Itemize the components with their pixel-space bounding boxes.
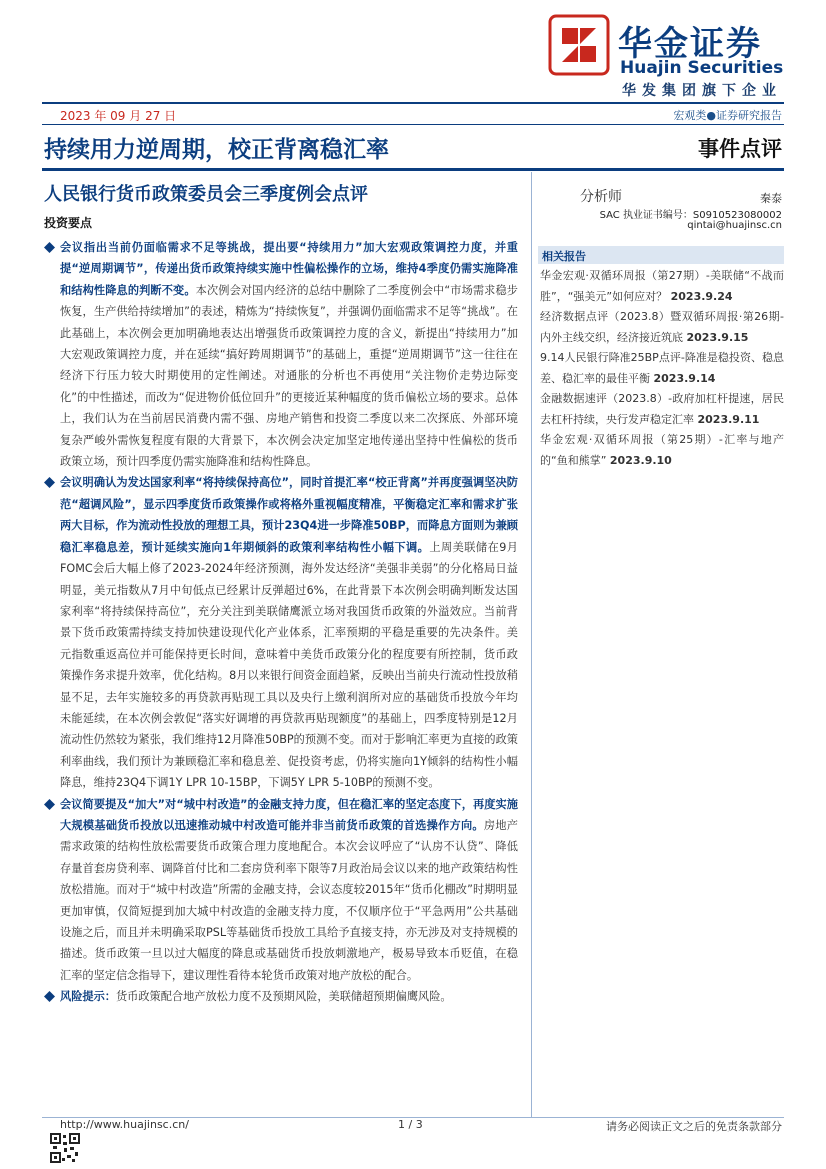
key-point-lead: 会议简要提及“加大”对“城中村改造”的金融支持力度，但在稳汇率的坚定态度下，再度实施大规模基础货币投放以迅速推动城中村改造可能并非当前货币政策的首选操作方向。 — [60, 797, 518, 832]
key-points-title: 投资要点 — [44, 216, 93, 230]
company-logo — [548, 14, 784, 80]
key-points-section — [44, 214, 518, 1008]
report-type: 事件点评 — [698, 137, 782, 161]
key-point-body: 上周美联储在9月FOMC会后大幅上修了2023-2024年经济预测，海外发达经济“美强非美弱”的分化格局日益明显，美元指数从7月中旬低点已经累计反弹超过6%，在此背景下本次例会明确判断发达国家利率“将持续保持高位”，充分关注到美联储鹰派立场对我国货币政策的外溢效应。当前背景下货币政策需持续支持加快建设现代化产业体系，汇率预期的平稳是重要的先决条件。美元指数重返高位并可能保持更长时间，意味着中美货币政策分化的程度要有所控制，货币政策操作务求提升效率，优化结构。8月以来银行间资金面趋紧，反映出当前央行流动性投放稍显不足，去年实施较多的再贷款再贴现工具以及央行上缴利润所对应的基础货币投放今年均未能延续，在本次例会敦促“落实好调增的再贷款再贴现额度”的基础上，四季度特别是12月流动性仍然较为紧张，我们维持12月降准50BP的预测不变。而对于影响汇率更为直接的政策利率曲线，我们预计为兼顾稳汇率和稳息差、促投资考虑，仍将实施向1Y倾斜的结构性小幅降息，维持23Q4下调1Y LPR 10-15BP，下调5Y LPR 5-10BP的预测不变。 — [60, 540, 518, 790]
related-report-link[interactable]: 华金宏观·双循环周报（第27期）-美联储“不战而胜”，“强美元”如何应对？ — [540, 269, 784, 303]
diamond-bullet-icon — [44, 477, 55, 488]
qr-code-icon — [50, 1133, 80, 1163]
huajin-logo-mark-icon — [548, 14, 610, 76]
key-point-lead: 会议明确认为发达国家利率“将持续保持高位”，同时首提汇率“校正背离”并再度强调坚决防范“超调风险”，显示四季度货币政策操作或将格外重视幅度精准，平衡稳定汇率和需求扩张两大目标，作为流动性投放的理想工具，预计23Q4进一步降准50BP，而降息方面则为兼顾稳汇率稳息差，预计延续实施向1年期倾斜的政策利率结构性小幅下调。 — [60, 476, 518, 554]
key-point-lead: 会议指出当前仍面临需求不足等挑战，提出要“持续用力”加大宏观政策调控力度，并重提“逆周期调节”，传递出货币政策持续实施中性偏松操作的立场，维持4季度仍需实施降准和结构性降息的判断不变。 — [60, 241, 518, 297]
related-reports-title: 相关报告 — [542, 250, 586, 263]
related-report-link[interactable]: 华金宏观·双循环周报（第25期）-汇率与地产的“鱼和熊掌” — [540, 433, 784, 467]
related-report-item[interactable] — [540, 430, 784, 471]
report-date: 2023 年 09 月 27 日 — [60, 109, 177, 123]
analyst-name: 秦泰 — [760, 192, 782, 205]
key-point-body: 房地产需求政策的结构性放松需要货币政策合理力度地配合。本次会议呼应了“认房不认贷”、降低存量首套房贷利率、调降首付比和二套房贷利率下限等7月政治局会议以来的地产政策结构性放松措施。而对于“城中村改造”所需的金融支持，会议态度较2015年“货币化棚改”时期明显更加审慎，仅简短提到加大城中村改造的金融支持力度，不仅顺序位于“平急两用”公共基础设施之后，而且并未明确采取PSL等基础货币投放工具给予直接支持，亦无涉及对支持规模的描述。货币政策一旦以过大幅度的降息或基础货币投放刺激地产，极易导致本币贬值，在稳汇率的坚定信念指导下，建议理性看待本轮货币政策对地产放松的配合。 — [60, 818, 518, 982]
page-number: 1 / 3 — [398, 1118, 423, 1131]
related-report-item[interactable] — [540, 266, 784, 307]
analyst-label: 分析师 — [580, 189, 622, 205]
related-report-date: 2023.9.10 — [609, 453, 672, 467]
risk-warning-body: 货币政策配合地产放松力度不及预期风险，美联储超预期偏鹰风险。 — [115, 990, 452, 1004]
header-divider-thin — [42, 124, 784, 125]
logo-text-cn: 华金证券 — [618, 24, 762, 64]
diamond-bullet-icon — [44, 242, 55, 253]
page-subtitle: 人民银行货币政策委员会三季度例会点评 — [44, 184, 368, 205]
footer-url-link[interactable]: http://www.huajinsc.cn/ — [60, 1118, 189, 1131]
related-report-date: 2023.9.24 — [670, 289, 733, 303]
column-divider — [531, 172, 532, 1117]
footer-disclaimer: 请务必阅读正文之后的免责条款部分 — [606, 1120, 782, 1133]
related-report-link[interactable]: 金融数据速评（2023.8）-政府加杠杆提速，居民去杠杆持续，央行发声稳定汇率 — [540, 392, 784, 426]
key-point-body: 本次例会对国内经济的总结中删除了二季度例会中“市场需求稳步恢复，生产供给持续增加”的表述，精炼为“持续恢复”，并强调仍面临需求不足等“挑战”。在此基础上，本次例会更加明确地表达出增强货币政策调控力度的含义，新提出“持续用力”加大宏观政策调控力度，并在延续“搞好跨周期调节”的基础上，重提“逆周期调节”这一往往在经济下行压力较大时期使用的定性阐述。对通胀的分析也不再使用“关注物价走势边际变化”的中性描述，而改为“促进物价低位回升”的更接近某种幅度的货币偏松立场的要求。总体上，我们认为在当前居民消费内需不强、房地产销售和投资二季度以来二次探底、外部环境复杂严峻外需恢复程度有限的大背景下，本次例会决定加坚定地传递出坚持中性偏松的货币政策立场，预计四季度仍需实施降准和结构性降息。 — [60, 283, 518, 469]
diamond-bullet-icon — [44, 799, 55, 810]
related-reports-list — [540, 266, 784, 471]
related-report-date: 2023.9.11 — [697, 412, 760, 426]
related-report-item[interactable] — [540, 348, 784, 389]
analyst-sac: SAC 执业证书编号：S0910523080002 — [599, 210, 782, 221]
page-title: 持续用力逆周期，校正背离稳汇率 — [44, 137, 389, 163]
diamond-bullet-icon — [44, 991, 55, 1002]
analyst-email[interactable]: qintai@huajinsc.cn — [687, 220, 782, 231]
header-divider — [42, 102, 784, 104]
slogan: 华发集团旗下企业 — [622, 83, 782, 99]
title-divider — [42, 168, 784, 171]
key-point-1 — [44, 237, 518, 472]
key-point-3 — [44, 794, 518, 987]
risk-warning — [44, 986, 518, 1007]
report-category: 宏观类●证券研究报告 — [673, 109, 782, 122]
risk-warning-lead: 风险提示： — [60, 990, 116, 1004]
related-report-date: 2023.9.14 — [653, 371, 716, 385]
related-report-date: 2023.9.15 — [686, 330, 749, 344]
related-report-link[interactable]: 9.14人民银行降准25BP点评-降准是稳投资、稳息差、稳汇率的最佳平衡 — [540, 351, 784, 385]
related-report-link[interactable]: 经济数据点评（2023.8）暨双循环周报·第26期-内外主线交织，经济接近筑底 — [540, 310, 784, 344]
key-point-2 — [44, 472, 518, 793]
logo-text-en: Huajin Securities — [620, 58, 784, 78]
related-report-item[interactable] — [540, 307, 784, 348]
related-report-item[interactable] — [540, 389, 784, 430]
